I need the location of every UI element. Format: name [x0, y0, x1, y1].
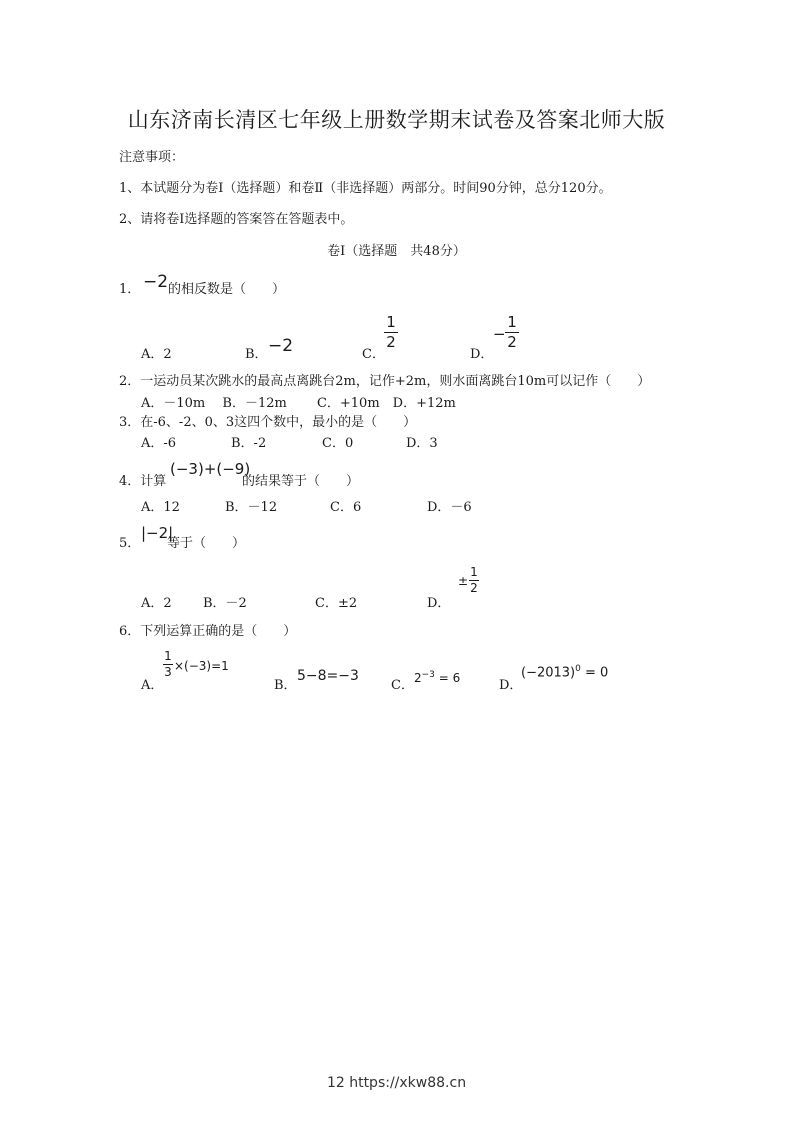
- q1-option-d-denominator: 2: [507, 332, 517, 351]
- q5-expression: |−2|: [141, 524, 174, 542]
- q1-option-d-numerator: 1: [507, 313, 517, 331]
- q5-option-d-denominator: 2: [470, 581, 478, 596]
- q5-option-d-sign: ±: [458, 574, 469, 588]
- q3-option-d: D．3: [406, 436, 438, 451]
- q3-option-b: B．-2: [231, 436, 267, 451]
- q6-option-a-fraction: [163, 650, 173, 679]
- q6-option-c-expression: [414, 670, 460, 685]
- q6-option-c-exponent: −3: [421, 670, 435, 680]
- q6-option-a-numerator: 1: [164, 649, 172, 663]
- q6-option-d-label: D．: [499, 678, 523, 693]
- q6-option-c-base: 2: [414, 671, 422, 685]
- page-footer: 12 https://xkw88.cn: [326, 1075, 467, 1091]
- q5-option-a: A．2: [141, 596, 172, 611]
- q6-option-a-label: A．: [141, 678, 164, 693]
- q4-option-b: B．－12: [225, 500, 278, 515]
- q5-number: 5．: [119, 536, 141, 551]
- q5-option-d-numerator: 1: [470, 565, 478, 579]
- q3-option-c: C．0: [322, 436, 354, 451]
- page-title: 山东济南长清区七年级上册数学期末试卷及答案北师大版: [127, 108, 666, 132]
- q6-option-d-base: (−2013): [521, 665, 576, 681]
- q1-option-d-sign: −: [493, 325, 506, 343]
- q6-option-c-result: = 6: [434, 671, 461, 685]
- q1-option-d-label: D．: [470, 347, 494, 362]
- q4-option-a: A．12: [141, 500, 180, 515]
- q1-text: 的相反数是（ ）: [168, 282, 286, 297]
- q1-option-b-label: B．: [245, 347, 268, 362]
- q1-option-a: A．2: [141, 347, 172, 362]
- q4-number: 4．计算: [119, 474, 167, 489]
- notes-item-2: 2、请将卷Ⅰ选择题的答案答在答题表中。: [119, 212, 354, 227]
- q6-option-a-expression: ×(−3)=1: [174, 659, 229, 673]
- q3-option-a: A．-6: [141, 436, 177, 451]
- q5-option-d-label: D．: [427, 596, 451, 611]
- q6-option-b-expression: 5−8=−3: [297, 668, 359, 684]
- q4-expression: (−3)+(−9): [170, 460, 251, 478]
- q6-text: 6．下列运算正确的是（ ）: [119, 624, 297, 639]
- q5-option-c: C．±2: [315, 596, 358, 611]
- notes-item-1: 1、本试题分为卷Ⅰ（选择题）和卷Ⅱ（非选择题）两部分。时间90分钟，总分120分。: [119, 181, 612, 196]
- q1-option-c-fraction: [384, 314, 398, 350]
- q5-text: 等于（ ）: [167, 536, 246, 551]
- q4-option-c: C．6: [330, 500, 362, 515]
- q6-option-d-result: = 0: [580, 665, 609, 681]
- q6-option-a-denominator: 3: [164, 665, 172, 680]
- section-title: 卷Ⅰ（选择题 共48分）: [327, 244, 466, 259]
- q1-option-c-label: C．: [362, 347, 385, 362]
- q2-options: A．－10m B．－12m C．+10m D．+12m: [141, 396, 456, 411]
- q4-option-d: D．－6: [427, 500, 472, 515]
- q1-option-d-fraction: [505, 314, 519, 350]
- q6-option-d-exponent: 0: [575, 664, 581, 674]
- q1-expression: −2: [143, 272, 169, 292]
- q1-number: 1．: [119, 282, 141, 297]
- q1-option-c-numerator: 1: [386, 313, 396, 331]
- q2-text: 2．一运动员某次跳水的最高点离跳台2m，记作+2m，则水面离跳台10m可以记作（ ）: [119, 374, 651, 389]
- q3-text: 3．在-6、-2、0、3这四个数中，最小的是（ ）: [119, 415, 417, 430]
- q1-option-b-expression: −2: [268, 336, 294, 356]
- q1-option-c-denominator: 2: [386, 332, 396, 351]
- q6-option-b-label: B．: [274, 678, 297, 693]
- q5-option-b: B．－2: [203, 596, 247, 611]
- q6-option-c-label: C．: [391, 678, 414, 693]
- q6-option-d-expression: [521, 664, 608, 680]
- q5-option-d-fraction: [469, 566, 479, 595]
- q4-text: 的结果等于（ ）: [242, 474, 360, 489]
- notes-heading: 注意事项：: [119, 150, 185, 165]
